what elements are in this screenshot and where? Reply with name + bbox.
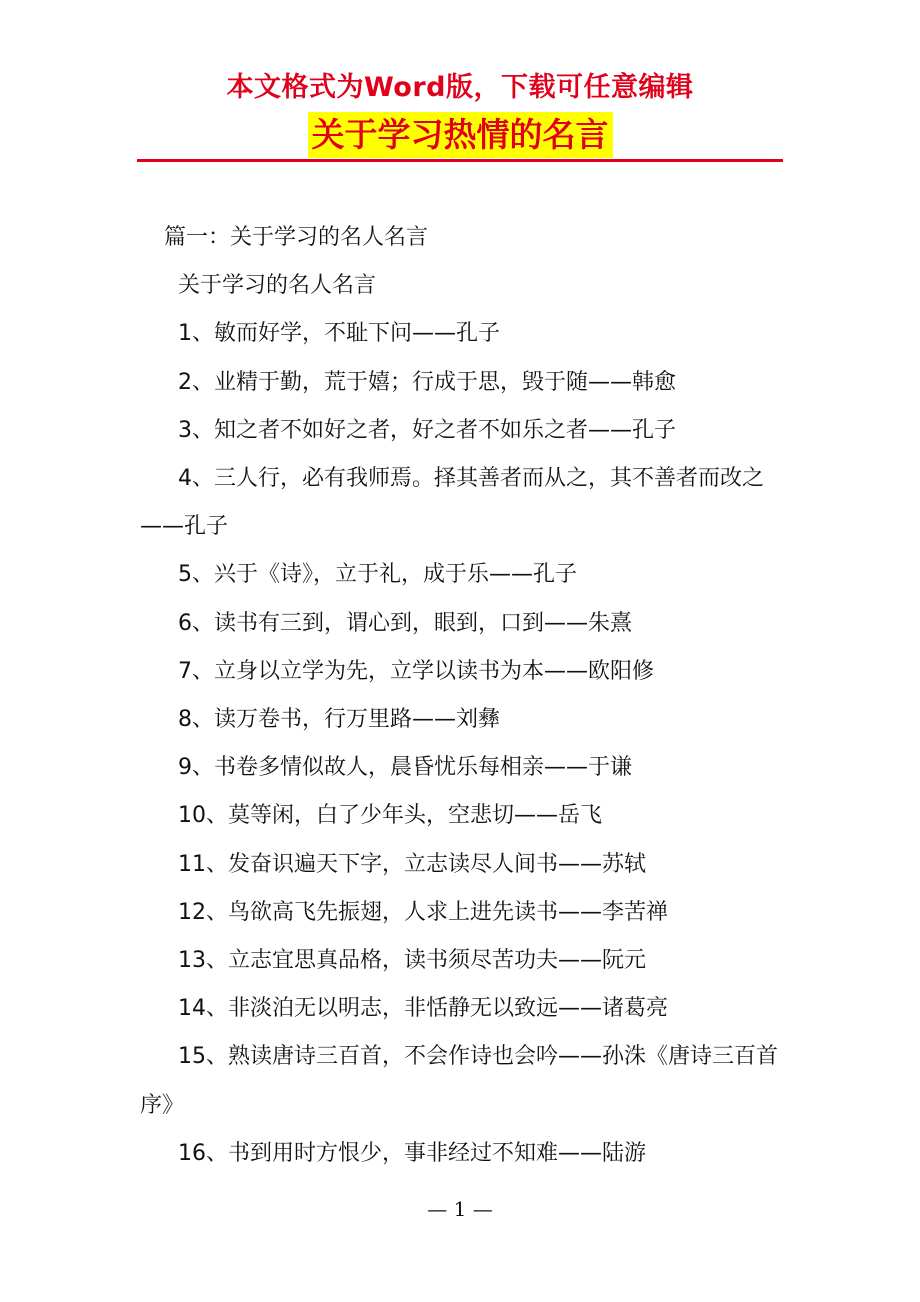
quote-item: 4、三人行，必有我师焉。择其善者而从之，其不善者而改之——孔子	[140, 466, 764, 540]
quote-item: 7、立身以立学为先，立学以读书为本——欧阳修	[178, 658, 654, 684]
quote-item: 13、立志宜思真品格，读书须尽苦功夫——阮元	[178, 948, 646, 974]
format-notice-banner: 本文格式为Word版，下载可任意编辑	[226, 72, 694, 103]
page-number: — 1 —	[427, 1197, 493, 1221]
quote-item: 15、熟读唐诗三百首，不会作诗也会吟——孙洙《唐诗三百首序》	[140, 1044, 778, 1118]
title-container	[0, 112, 920, 158]
quote-item: 12、鸟欲高飞先振翅，人求上进先读书——李苦禅	[178, 899, 668, 925]
quote-item: 2、业精于勤，荒于嬉；行成于思，毁于随——韩愈	[178, 369, 676, 395]
quote-item: 16、书到用时方恨少，事非经过不知难——陆游	[178, 1140, 646, 1166]
quote-item: 6、读书有三到，谓心到，眼到，口到——朱熹	[178, 610, 632, 636]
quote-item: 8、读万卷书，行万里路——刘彝	[178, 707, 500, 733]
quote-item: 10、莫等闲，白了少年头，空悲切——岳飞	[178, 803, 602, 829]
title-divider	[137, 159, 783, 162]
subheading: 关于学习的名人名言	[178, 273, 377, 299]
quote-item: 9、书卷多情似故人，晨昏忧乐每相亲——于谦	[178, 755, 632, 781]
quote-item: 5、兴于《诗》，立于礼，成于乐——孔子	[178, 562, 577, 588]
quote-item: 1、敏而好学，不耻下问——孔子	[178, 321, 500, 347]
quote-item: 11、发奋识遍天下字，立志读尽人间书——苏轼	[178, 851, 646, 877]
document-body	[140, 214, 785, 1178]
section-heading: 篇一：关于学习的名人名言	[164, 225, 429, 250]
document-title: 关于学习热情的名言	[308, 112, 613, 158]
quote-item: 14、非淡泊无以明志，非恬静无以致远——诸葛亮	[178, 996, 668, 1022]
quote-item: 3、知之者不如好之者，好之者不如乐之者——孔子	[178, 417, 676, 443]
